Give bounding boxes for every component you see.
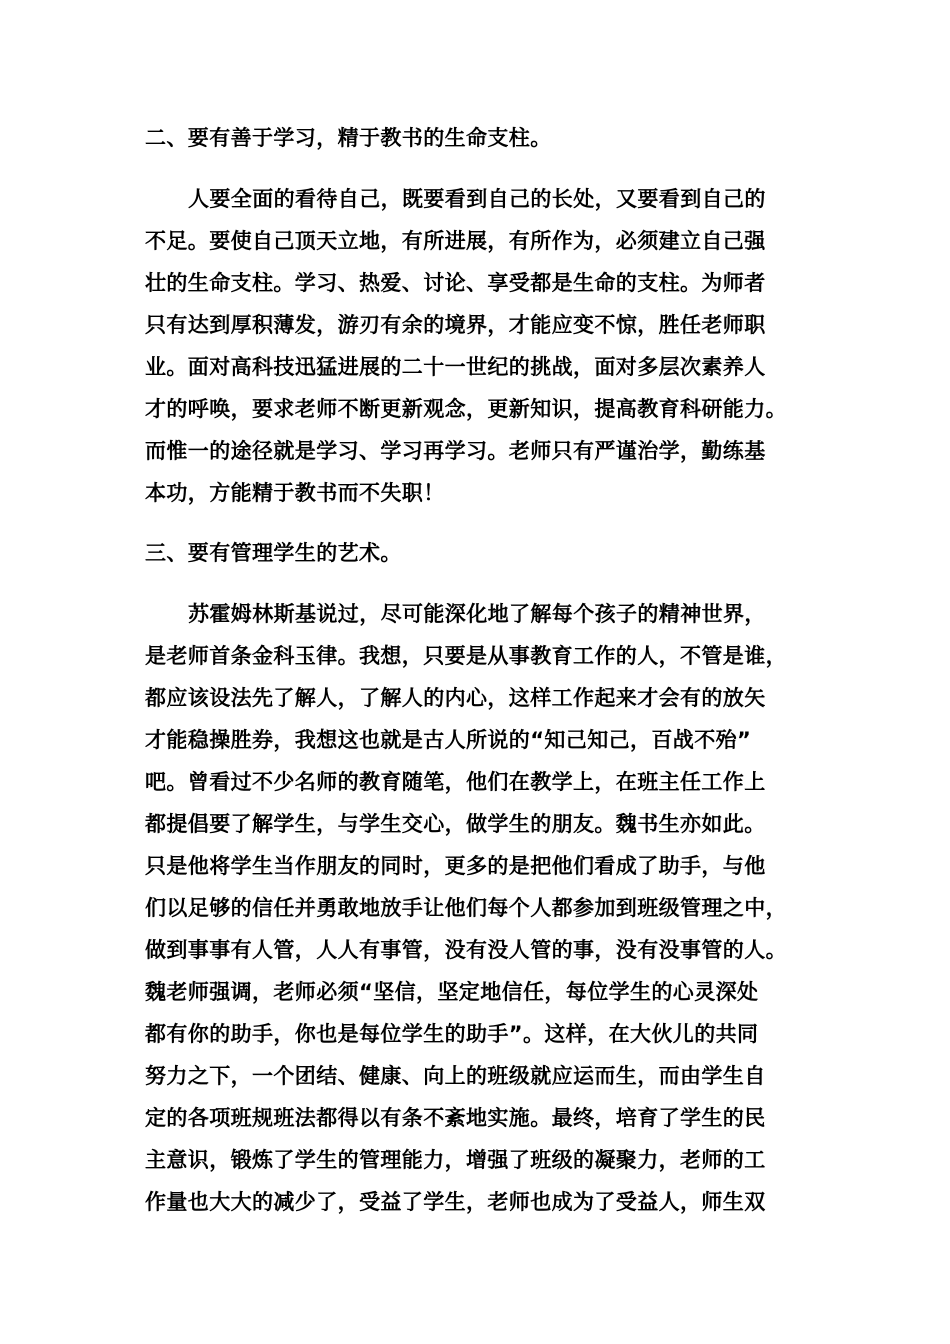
section-heading-2: 二、要有善于学习，精于教书的生命支柱。 xyxy=(145,126,552,150)
paragraph-line: 魏老师强调，老师必须“坚信，坚定地信任，每位学生的心灵深处 xyxy=(145,980,759,1004)
paragraph-line: 都应该设法先了解人，了解人的内心，这样工作起来才会有的放矢 xyxy=(145,686,766,710)
section-heading-3: 三、要有管理学生的艺术。 xyxy=(145,541,402,565)
paragraph-line: 业。面对高科技迅猛进展的二十一世纪的挑战，面对多层次素养人 xyxy=(145,355,766,379)
paragraph-line: 是老师首条金科玉律。我想，只要是从事教育工作的人，不管是谁， xyxy=(145,644,787,668)
paragraph-line: 而惟一的途径就是学习、学习再学习。老师只有严谨治学，勤练基 xyxy=(145,439,766,463)
paragraph-line: 只有达到厚积薄发，游刃有余的境界，才能应变不惊，胜任老师职 xyxy=(145,313,766,337)
paragraph-line: 努力之下，一个团结、健康、向上的班级就应运而生，而由学生自 xyxy=(145,1064,766,1088)
paragraph-line: 苏霍姆林斯基说过，尽可能深化地了解每个孩子的精神世界， xyxy=(188,602,766,626)
paragraph-line: 们以足够的信任并勇敢地放手让他们每个人都参加到班级管理之中， xyxy=(145,896,787,920)
paragraph-line: 壮的生命支柱。学习、热爱、讨论、享受都是生命的支柱。为师者 xyxy=(145,271,766,295)
paragraph-line: 都有你的助手，你也是每位学生的助手”。这样，在大伙儿的共同 xyxy=(145,1022,759,1046)
paragraph-line: 都提倡要了解学生，与学生交心，做学生的朋友。魏书生亦如此。 xyxy=(145,812,766,836)
paragraph-line: 才的呼唤，要求老师不断更新观念，更新知识，提高教育科研能力。 xyxy=(145,397,787,421)
paragraph-line: 吧。曾看过不少名师的教育随笔，他们在教学上，在班主任工作上 xyxy=(145,770,766,794)
paragraph-line: 人要全面的看待自己，既要看到自己的长处，又要看到自己的 xyxy=(188,187,766,211)
paragraph-line: 主意识，锻炼了学生的管理能力，增强了班级的凝聚力，老师的工 xyxy=(145,1148,766,1172)
paragraph-line: 本功，方能精于教书而不失职！ xyxy=(145,481,445,505)
paragraph-line: 做到事事有人管，人人有事管，没有没人管的事，没有没事管的人。 xyxy=(145,938,787,962)
paragraph-line: 才能稳操胜券，我想这也就是古人所说的“知己知己，百战不殆” xyxy=(145,728,752,752)
paragraph-line: 作量也大大的减少了，受益了学生，老师也成为了受益人，师生双 xyxy=(145,1190,766,1214)
paragraph-line: 不足。要使自己顶天立地，有所进展，有所作为，必须建立自己强 xyxy=(145,229,766,253)
paragraph-line: 定的各项班规班法都得以有条不紊地实施。最终，培育了学生的民 xyxy=(145,1106,766,1130)
paragraph-line: 只是他将学生当作朋友的同时，更多的是把他们看成了助手，与他 xyxy=(145,854,766,878)
